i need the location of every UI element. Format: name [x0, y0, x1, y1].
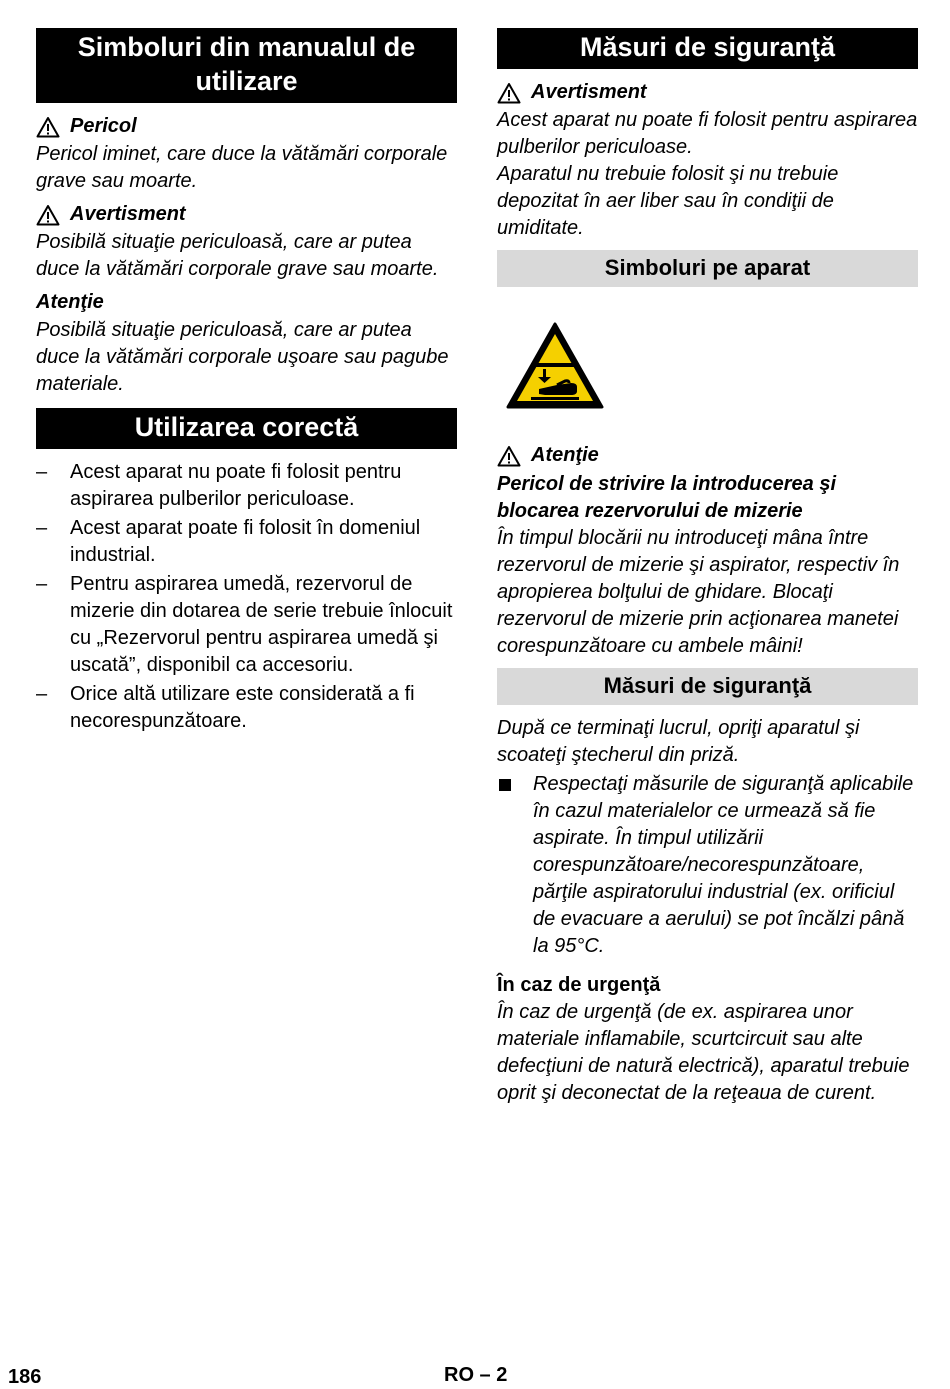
- list-item-text: Acest aparat poate fi folosit în domeniul industrial.: [70, 517, 421, 566]
- heading-device-symbols: Simboluri pe aparat: [497, 250, 918, 287]
- heading-symbols-manual: Simboluri din manualul de utilizare: [36, 28, 457, 103]
- list-item: [36, 681, 457, 735]
- right-column: [497, 28, 918, 1107]
- avertisment-text-right-2: Aparatul nu trebuie folosit şi nu trebuie depozitat în aer liber sau în condiţii de umiditate.: [497, 163, 839, 239]
- square-bullet-icon: [499, 779, 511, 791]
- list-item: [36, 459, 457, 513]
- atentie-text: Posibilă situaţie periculoasă, care ar putea duce la vătămări corporale uşoare sau pagube materiale.: [36, 319, 449, 395]
- avertisment-heading: [36, 201, 457, 228]
- atentie-title: Atenţie: [36, 291, 104, 313]
- pericol-text: Pericol iminet, care duce la vătămări corporale grave sau moarte.: [36, 143, 448, 192]
- heading-correct-use: Utilizarea corectă: [36, 408, 457, 449]
- avertisment-text-right-1: Acest aparat nu poate fi folosit pentru aspirarea pulberilor periculoase.: [497, 109, 918, 158]
- atentie-bold-text: Pericol de strivire la introducerea şi blocarea rezervorului de mizerie: [497, 473, 837, 522]
- correct-use-list: [36, 459, 457, 735]
- masuri-text: După ce terminaţi lucrul, opriţi aparatul şi scoateţi ştecherul din priză.: [497, 717, 860, 766]
- avertisment-title: Avertisment: [70, 203, 186, 225]
- dash-marker: –: [36, 461, 48, 483]
- warning-triangle-icon: [497, 82, 521, 104]
- atentie-heading: [36, 289, 457, 316]
- atentie-title-right: Atenţie: [531, 444, 599, 466]
- pericol-heading: [36, 113, 457, 140]
- urgenta-text: În caz de urgenţă (de ex. aspirarea unor materiale inflamabile, scurtcircuit sau alte defecţiuni de natură electrică), aparatul trebuie oprit şi deconectat de la reţeaua de curent.: [497, 1001, 910, 1104]
- masuri-item-text: Respectaţi măsurile de siguranţă aplicabile în cazul materialelor ce urmează să fie aspirate. În timpul utilizării corespunzătoare/necorespunzătoare, părţile aspiratorului industrial (ex. orificiul de evacuare a aerului) se pot încălzi până la 95°C.: [533, 773, 914, 957]
- dash-marker: –: [36, 573, 48, 595]
- list-item-text: Orice altă utilizare este considerată a fi necorespunzătoare.: [70, 683, 415, 732]
- atentie-heading-right: [497, 442, 918, 469]
- avertisment-text: Posibilă situaţie periculoasă, care ar putea duce la vătămări corporale grave sau moarte.: [36, 231, 439, 280]
- avertisment-heading-right: [497, 79, 918, 106]
- urgenta-title: În caz de urgenţă: [497, 974, 661, 996]
- avertisment-title-right: Avertisment: [531, 81, 647, 103]
- dash-marker: –: [36, 683, 48, 705]
- left-column: [36, 28, 457, 737]
- page-number: 186: [8, 1366, 42, 1388]
- heading-safety-measures: Măsuri de siguranţă: [497, 668, 918, 705]
- pericol-title: Pericol: [70, 115, 137, 137]
- list-item: [36, 515, 457, 569]
- atentie-text-right: În timpul blocării nu introduceţi mâna între rezervorul de mizerie şi aspirator, respectiv în apropierea bolţului de ghidare. Blocaţi rezervorul de mizerie prin acţionarea manetei corespunzătoare cu ambele mâini!: [497, 527, 900, 657]
- list-item-text: Acest aparat nu poate fi folosit pentru aspirarea pulberilor periculoase.: [70, 461, 402, 510]
- list-item: [36, 571, 457, 679]
- warning-triangle-icon: [497, 445, 521, 467]
- heading-safety: Măsuri de siguranţă: [497, 28, 918, 69]
- dash-marker: –: [36, 517, 48, 539]
- warning-triangle-icon: [36, 116, 60, 138]
- masuri-list-item: [497, 771, 918, 960]
- hand-crush-warning-sign-icon: [505, 321, 605, 411]
- warning-triangle-icon: [36, 204, 60, 226]
- list-item-text: Pentru aspirarea umedă, rezervorul de mizerie din dotarea de serie trebuie înlocuit cu „Rezervorul pentru aspirarea umedă şi uscată”, disponibil ca accesoriu.: [70, 573, 453, 676]
- section-label: RO – 2: [444, 1364, 508, 1386]
